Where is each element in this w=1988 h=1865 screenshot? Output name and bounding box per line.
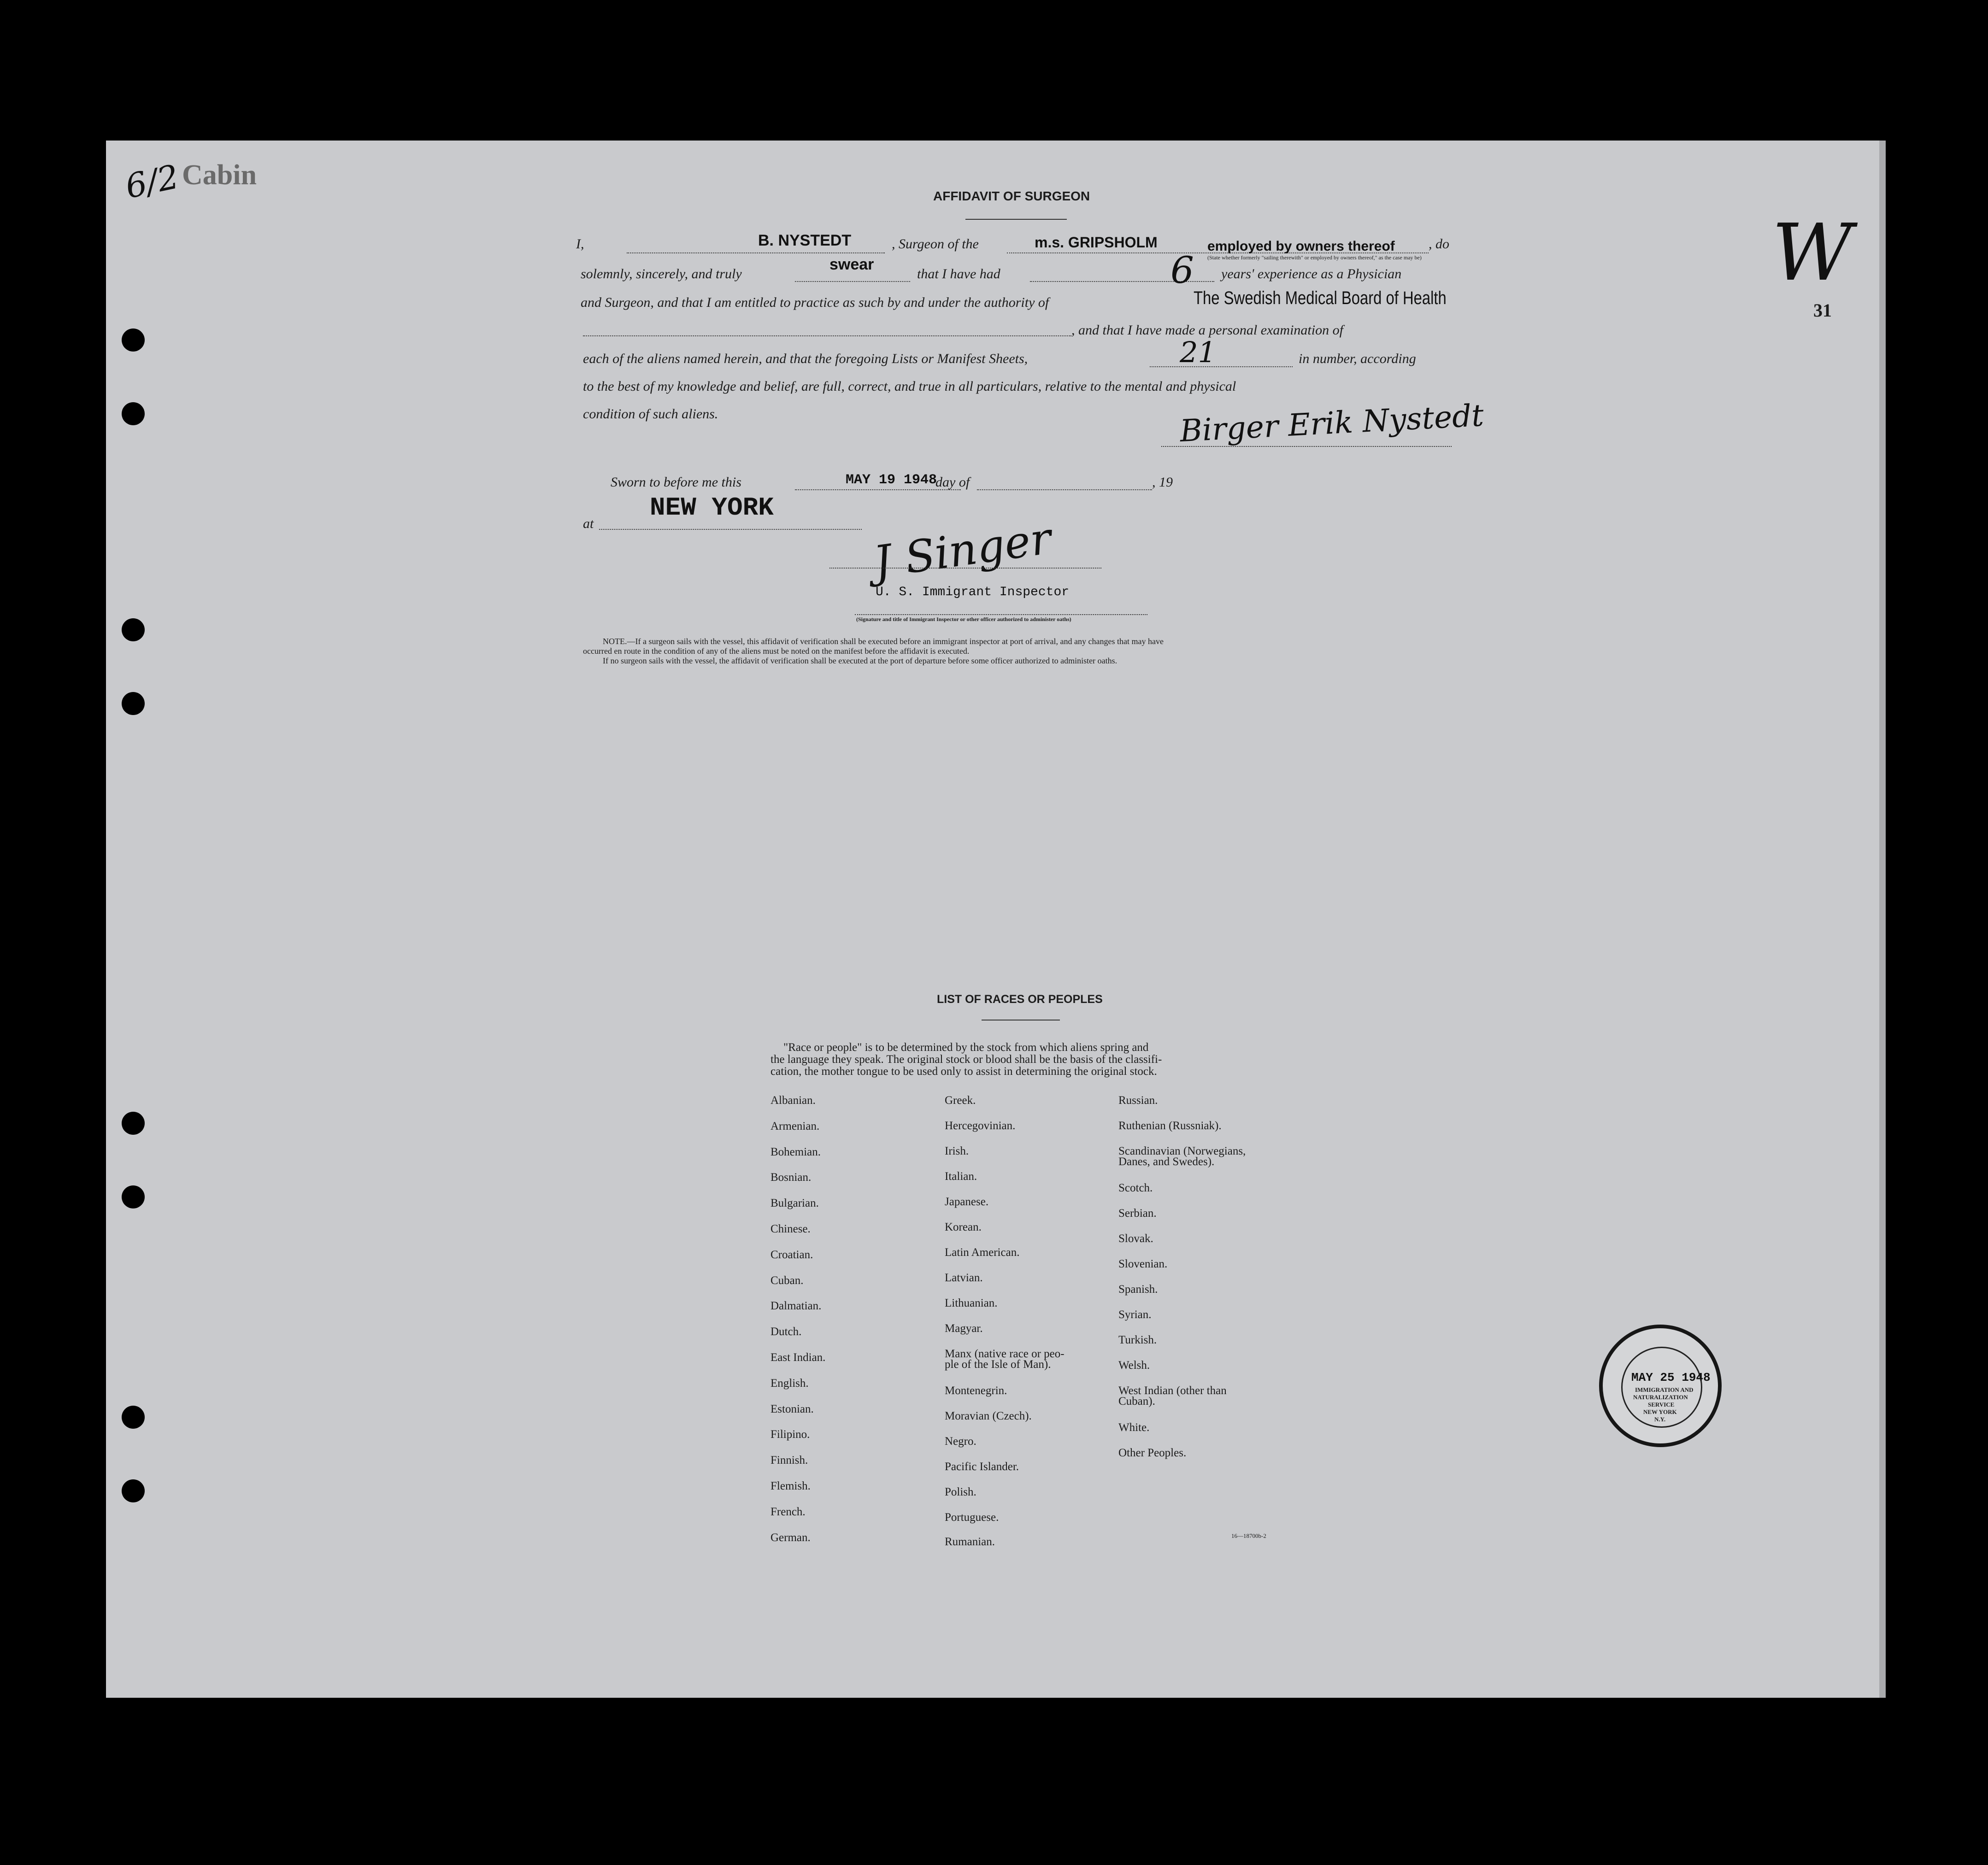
oath-word: swear	[829, 256, 874, 273]
signature-rule	[1161, 446, 1452, 447]
years-value: 6	[1170, 249, 1194, 292]
text-line-3: and Surgeon, and that I am entitled to practice as such by and under the authority of	[581, 295, 1049, 310]
text-line-1a: I,	[576, 236, 584, 252]
signature-caption: (Signature and title of Immigrant Inspector or other officer authorized to administer oaths)	[856, 616, 1071, 622]
punch-hole	[122, 402, 145, 425]
sheet-edge	[1879, 141, 1886, 1698]
punch-hole	[122, 328, 145, 352]
race-item: Serbian.	[1118, 1207, 1157, 1220]
race-item: Dalmatian.	[770, 1300, 822, 1313]
race-item: East Indian.	[770, 1351, 826, 1364]
punch-hole	[122, 1112, 145, 1135]
stamp-line-5: N.Y.	[1654, 1416, 1666, 1423]
sworn-month-line	[977, 489, 1152, 490]
race-item: Estonian.	[770, 1402, 814, 1415]
race-item: Ruthenian (Russniak).	[1118, 1120, 1222, 1132]
race-item: Chinese.	[770, 1223, 811, 1235]
ship-name: m.s. GRIPSHOLM	[1035, 234, 1158, 251]
name-line	[627, 252, 885, 253]
race-item: Greek.	[945, 1094, 976, 1107]
race-item: French.	[770, 1505, 806, 1518]
race-item: Moravian (Czech).	[945, 1410, 1032, 1422]
text-line-6: to the best of my knowledge and belief, are full, correct, and true in all particulars, relative to the mental and physical	[583, 379, 1236, 394]
affidavit-title: AFFIDAVIT OF SURGEON	[933, 189, 1090, 203]
page-number: 31	[1813, 300, 1832, 321]
race-item: Montenegrin.	[945, 1384, 1007, 1397]
sworn-text-a: Sworn to before me this	[611, 475, 741, 490]
stamp-line-1: IMMIGRATION AND	[1635, 1386, 1694, 1393]
race-item: Bosnian.	[770, 1171, 812, 1184]
punch-hole	[122, 1406, 145, 1429]
stamp-line-3: SERVICE	[1648, 1401, 1675, 1408]
stamp-line-2: NATURALIZATION	[1633, 1394, 1688, 1401]
title-rule	[965, 219, 1067, 220]
employer-hint: (State whether formerly "sailing therewith" or employed by owners thereof," as the case may be)	[1207, 254, 1422, 261]
race-item: Japanese.	[945, 1196, 989, 1208]
race-item: English.	[770, 1377, 809, 1390]
race-item: Scotch.	[1118, 1182, 1153, 1194]
inspector-signature: J Singer	[870, 513, 1055, 588]
place-line	[599, 529, 862, 530]
race-item: Armenian.	[770, 1120, 820, 1132]
race-item: Irish.	[945, 1145, 969, 1157]
race-item: Dutch.	[770, 1325, 802, 1338]
race-item: Korean.	[945, 1221, 982, 1233]
punch-hole	[122, 1185, 145, 1208]
race-item: Hercegovinian.	[945, 1120, 1016, 1132]
race-item: Latvian.	[945, 1272, 983, 1284]
race-item: Cuban).	[1118, 1395, 1155, 1408]
employer: employed by owners thereof	[1207, 239, 1395, 254]
race-item: Bulgarian.	[770, 1197, 819, 1210]
text-line-4: , and that I have made a personal examination of	[1071, 323, 1343, 338]
check-mark: W	[1772, 207, 1853, 299]
race-item: Spanish.	[1118, 1283, 1158, 1296]
race-item: Syrian.	[1118, 1308, 1152, 1321]
text-line-1c: , do	[1429, 236, 1449, 252]
authority: The Swedish Medical Board of Health	[1194, 288, 1447, 308]
race-item: Welsh.	[1118, 1359, 1150, 1372]
punch-hole	[122, 692, 145, 715]
races-title: LIST OF RACES OR PEOPLES	[937, 993, 1103, 1006]
race-item: Portuguese.	[945, 1511, 999, 1524]
stamp-date: MAY 25 1948	[1631, 1371, 1711, 1384]
note-line-3: If no surgeon sails with the vessel, the affidavit of verification shall be executed at the port of departure before some officer authorized to administer oaths.	[603, 656, 1118, 665]
race-item: Manx (native race or peo-	[945, 1348, 1065, 1360]
sheets-value: 21	[1180, 335, 1216, 369]
race-item: Italian.	[945, 1170, 977, 1183]
race-item: Russian.	[1118, 1094, 1158, 1107]
race-item: West Indian (other than	[1118, 1384, 1227, 1397]
punch-hole	[122, 618, 145, 641]
text-line-2b: that I have had	[917, 266, 1000, 282]
race-item: Negro.	[945, 1435, 976, 1448]
text-line-7: condition of such aliens.	[583, 406, 718, 422]
race-item: Pacific Islander.	[945, 1460, 1019, 1473]
race-item: Bohemian.	[770, 1145, 821, 1158]
cabin-stamp: Cabin	[182, 159, 257, 191]
races-intro-1: "Race or people" is to be determined by the stock from which aliens spring and	[783, 1041, 1149, 1054]
race-item: Latin American.	[945, 1246, 1020, 1259]
text-line-5a: each of the aliens named herein, and that the foregoing Lists or Manifest Sheets,	[583, 351, 1028, 366]
race-item: Rumanian.	[945, 1536, 995, 1548]
text-line-1b: , Surgeon of the	[892, 236, 979, 252]
date-stamp	[1599, 1325, 1722, 1447]
race-item: Danes, and Swedes).	[1118, 1155, 1215, 1168]
text-line-2a: solemnly, sincerely, and truly	[581, 266, 742, 282]
race-item: White.	[1118, 1421, 1150, 1434]
race-item: Flemish.	[770, 1480, 811, 1492]
inspector-rule	[829, 568, 1101, 569]
race-item: Albanian.	[770, 1094, 816, 1107]
race-item: Slovak.	[1118, 1232, 1153, 1245]
race-item: Finnish.	[770, 1454, 808, 1467]
race-item: ple of the Isle of Man).	[945, 1358, 1051, 1371]
sheets-line	[1150, 366, 1293, 367]
race-item: Croatian.	[770, 1248, 813, 1261]
race-item: Other Peoples.	[1118, 1447, 1187, 1459]
blank-line	[583, 335, 1071, 336]
race-item: Filipino.	[770, 1428, 810, 1441]
surgeon-name: B. NYSTEDT	[758, 232, 852, 249]
text-line-5b: in number, according	[1299, 351, 1416, 366]
race-item: Slovenian.	[1118, 1258, 1168, 1270]
at-label: at	[583, 516, 594, 531]
place: NEW YORK	[650, 493, 774, 522]
race-item: Scandinavian (Norwegians,	[1118, 1145, 1246, 1157]
oath-line	[795, 281, 910, 282]
race-item: Lithuanian.	[945, 1297, 998, 1309]
text-line-2c: years' experience as a Physician	[1221, 266, 1402, 282]
sworn-text-c: , 19	[1152, 475, 1173, 490]
surgeon-signature: Birger Erik Nystedt	[1179, 397, 1485, 449]
race-item: Polish.	[945, 1486, 976, 1498]
sworn-date: MAY 19 1948	[846, 472, 937, 488]
races-intro-3: cation, the mother tongue to be used only to assist in determining the original stock.	[770, 1065, 1157, 1078]
note-line-2: occurred en route in the condition of any of the aliens must be noted on the manifest before the affidavit is executed.	[583, 646, 970, 656]
handwritten-note: 6/2	[122, 157, 182, 206]
race-item: German.	[770, 1531, 811, 1544]
form-code: 16—18700b-2	[1231, 1532, 1266, 1539]
note-line-1: NOTE.—If a surgeon sails with the vessel, this affidavit of verification shall be executed before an immigrant inspector at port of arrival, and any changes that may have	[603, 637, 1164, 646]
punch-hole	[122, 1479, 145, 1502]
stamp-line-4: NEW YORK	[1643, 1408, 1677, 1415]
race-item: Cuban.	[770, 1274, 804, 1287]
races-intro-2: the language they speak. The original stock or blood shall be the basis of the classifi-	[770, 1053, 1162, 1066]
inspector-caption-rule	[855, 614, 1147, 615]
inspector-title: U. S. Immigrant Inspector	[876, 585, 1070, 599]
race-item: Turkish.	[1118, 1334, 1157, 1346]
race-item: Magyar.	[945, 1322, 983, 1335]
sworn-text-b: day of	[935, 475, 970, 490]
